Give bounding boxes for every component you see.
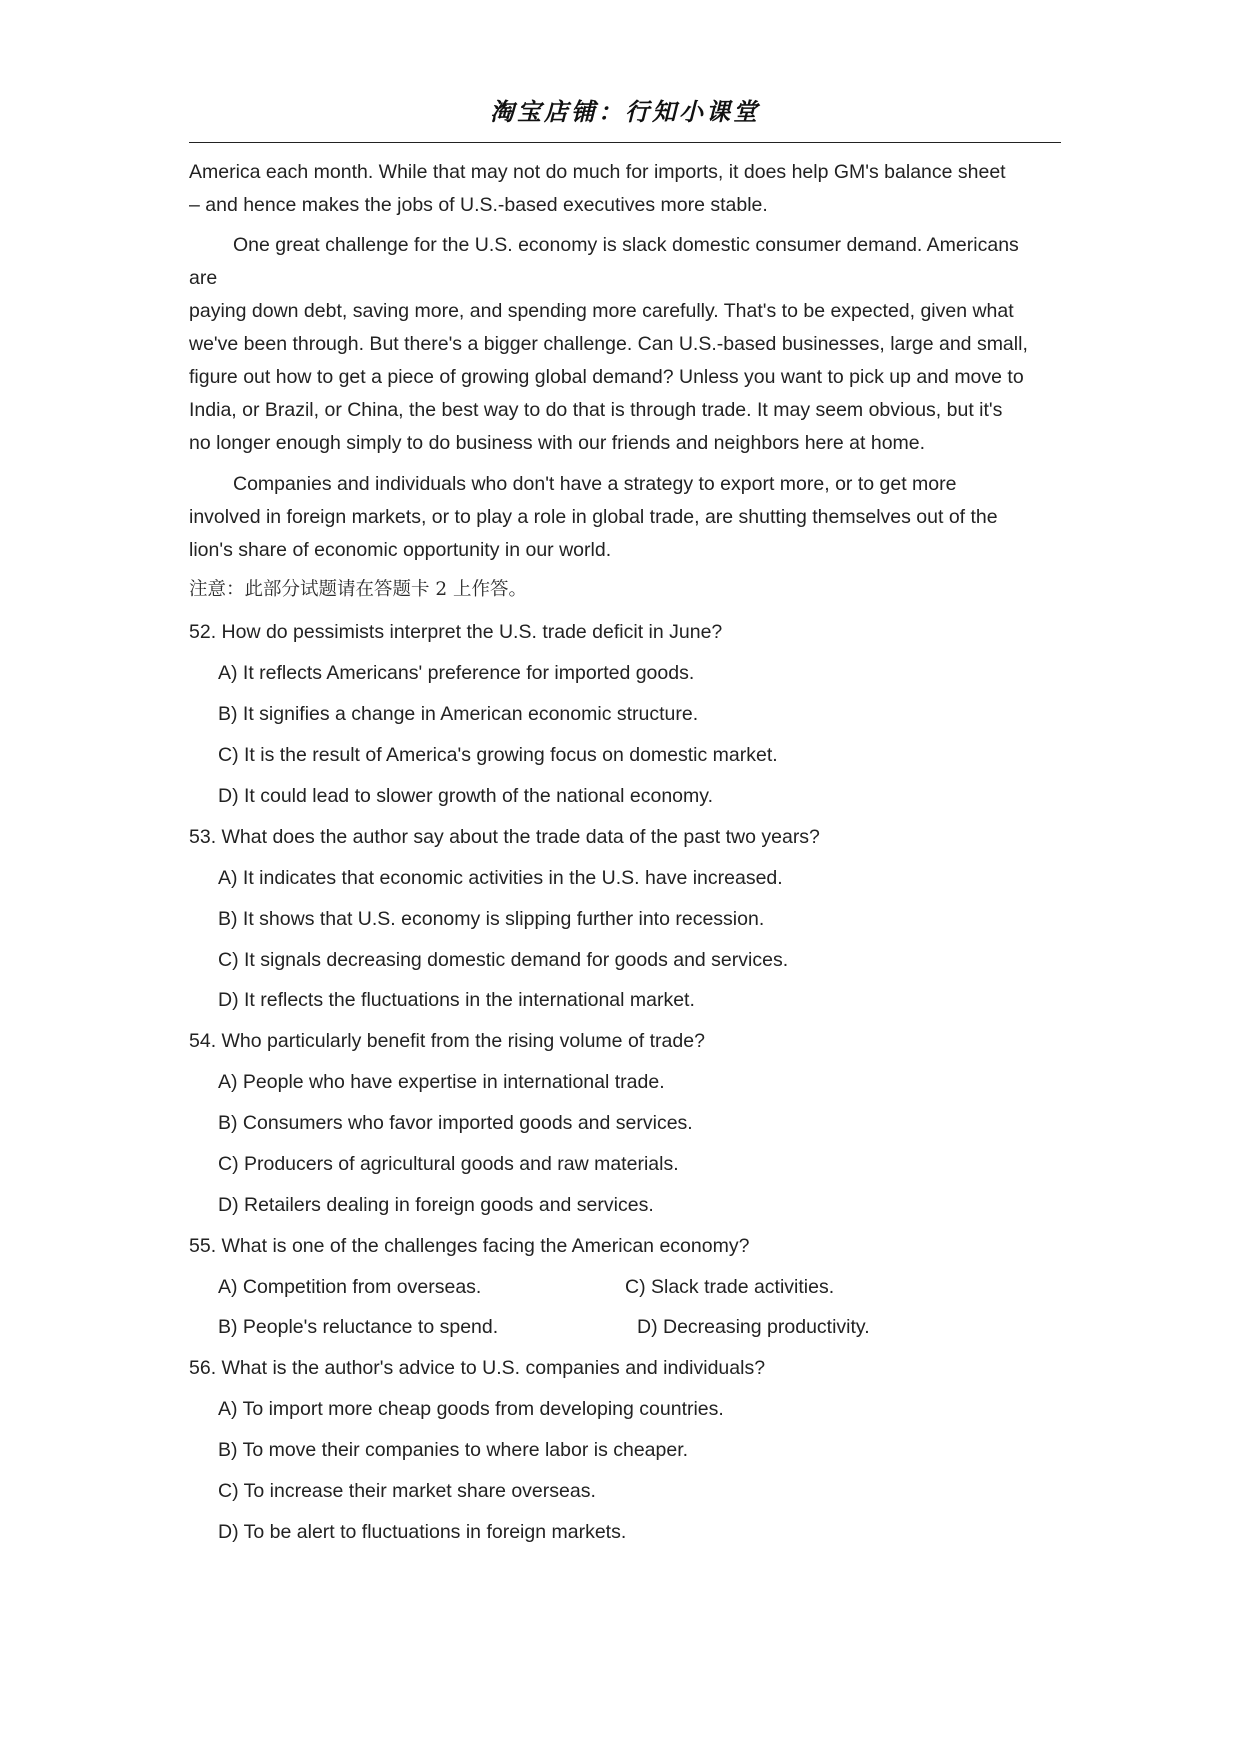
passage-line: India, or Brazil, or China, the best way to do that is through trade. It may seem obvious, but it's [189, 399, 1003, 421]
passage-line: America each month. While that may not do much for imports, it does help GM's balance sheet [189, 161, 1006, 183]
question-stem: 52. How do pessimists interpret the U.S. trade deficit in June? [189, 621, 723, 643]
answer-option: C) To increase their market share overseas. [218, 1480, 596, 1502]
passage-line: no longer enough simply to do business with our friends and neighbors here at home. [189, 432, 926, 454]
answer-option: B) It shows that U.S. economy is slipping further into recession. [218, 908, 765, 930]
answer-option: C) Producers of agricultural goods and raw materials. [218, 1153, 679, 1175]
passage-line: figure out how to get a piece of growing global demand? Unless you want to pick up and move to [189, 366, 1024, 388]
answer-option: A) To import more cheap goods from developing countries. [218, 1398, 724, 1420]
answer-option: B) People's reluctance to spend. [218, 1316, 499, 1338]
question-stem: 55. What is one of the challenges facing the American economy? [189, 1235, 750, 1257]
question-stem: 54. Who particularly benefit from the rising volume of trade? [189, 1030, 705, 1052]
passage-line: we've been through. But there's a bigger challenge. Can U.S.-based businesses, large and small, [189, 333, 1028, 355]
passage-line: are [189, 267, 218, 289]
passage-line: involved in foreign markets, or to play a role in global trade, are shutting themselves out of the [189, 506, 998, 528]
passage-line: Companies and individuals who don't have a strategy to export more, or to get more [233, 473, 957, 495]
passage-line: One great challenge for the U.S. economy is slack domestic consumer demand. Americans [233, 234, 1019, 256]
question-stem: 56. What is the author's advice to U.S. companies and individuals? [189, 1357, 766, 1379]
answer-option: B) To move their companies to where labor is cheaper. [218, 1439, 689, 1461]
question-stem: 53. What does the author say about the trade data of the past two years? [189, 826, 820, 848]
answer-option: A) It reflects Americans' preference for imported goods. [218, 662, 695, 684]
header-divider [189, 142, 1061, 143]
page-header-title: 淘宝店铺：行知小课堂 [490, 98, 760, 126]
answer-sheet-notice: 注意：此部分试题请在答题卡 2 上作答。 [189, 579, 528, 600]
answer-option: C) It signals decreasing domestic demand for goods and services. [218, 949, 789, 971]
answer-option: A) People who have expertise in international trade. [218, 1071, 665, 1093]
answer-option: D) It reflects the fluctuations in the international market. [218, 989, 695, 1011]
answer-option: A) Competition from overseas. [218, 1276, 482, 1298]
answer-option: B) It signifies a change in American economic structure. [218, 703, 699, 725]
passage-line: lion's share of economic opportunity in our world. [189, 539, 612, 561]
answer-option: C) It is the result of America's growing focus on domestic market. [218, 744, 778, 766]
answer-option: D) To be alert to fluctuations in foreign markets. [218, 1521, 627, 1543]
answer-option: C) Slack trade activities. [625, 1276, 835, 1298]
passage-line: – and hence makes the jobs of U.S.-based executives more stable. [189, 194, 768, 216]
answer-option: A) It indicates that economic activities in the U.S. have increased. [218, 867, 783, 889]
answer-option: D) Decreasing productivity. [637, 1316, 870, 1338]
passage-line: paying down debt, saving more, and spending more carefully. That's to be expected, given what [189, 300, 1014, 322]
answer-option: D) It could lead to slower growth of the national economy. [218, 785, 713, 807]
answer-option: D) Retailers dealing in foreign goods and services. [218, 1194, 654, 1216]
answer-option: B) Consumers who favor imported goods and services. [218, 1112, 693, 1134]
